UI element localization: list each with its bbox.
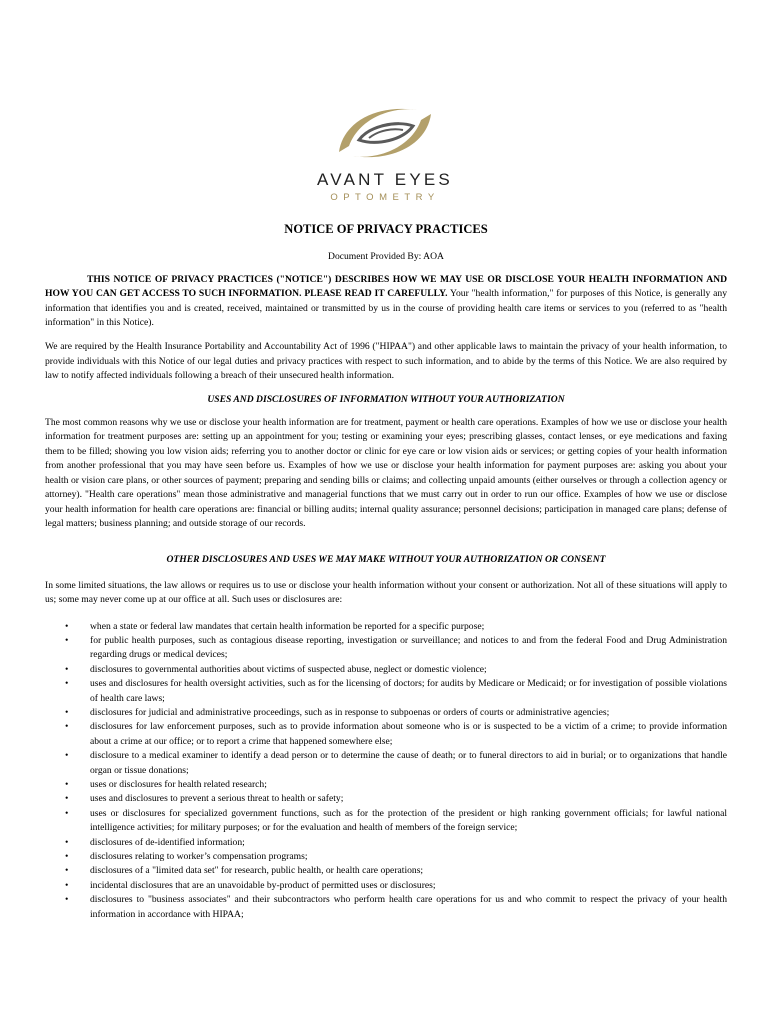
list-item xyxy=(45,879,727,893)
list-item-text: when a state or federal law mandates that certain health information be reported for a specific purpose; xyxy=(90,620,485,632)
brand-subtitle: OPTOMETRY xyxy=(330,192,440,203)
bullet-icon: • xyxy=(65,836,69,848)
eye-swoosh-icon xyxy=(325,100,445,166)
bullet-icon: • xyxy=(65,894,69,906)
list-item xyxy=(45,850,727,864)
list-item xyxy=(45,893,727,922)
list-item xyxy=(45,864,727,878)
bullet-icon: • xyxy=(65,678,69,690)
list-item-text: uses or disclosures for health related research; xyxy=(90,779,267,790)
list-item-text: disclosures to "business associates" and their subcontractors who perform health care operations for us and who commit to respect the privacy of your health information in accordance with HIPAA; xyxy=(90,894,727,920)
list-item xyxy=(45,620,727,634)
disclosure-list xyxy=(45,620,727,923)
intro-text: Your "health information," for purposes of this Notice, is generally any information that identifies you and is created, received, maintained or transmitted by us in the course of providing health care items or services to you (referred to as "health information" in this Notice). xyxy=(45,288,727,329)
bullet-icon: • xyxy=(65,706,69,718)
list-item xyxy=(45,836,727,850)
document-title: NOTICE OF PRIVACY PRACTICES xyxy=(284,222,488,236)
section-heading-other: OTHER DISCLOSURES AND USES WE MAY MAKE WITHOUT YOUR AUTHORIZATION OR CONSENT xyxy=(166,554,606,566)
list-item-text: incidental disclosures that are an unavoidable by-product of permitted uses or disclosures; xyxy=(90,879,436,891)
section-heading-uses: USES AND DISCLOSURES OF INFORMATION WITHOUT YOUR AUTHORIZATION xyxy=(207,393,565,405)
bullet-icon: • xyxy=(65,865,69,877)
bullet-icon: • xyxy=(65,620,69,632)
list-item-text: uses or disclosures for specialized government functions, such as for the protection of the president or high ranking government officials; for lawful national intelligence activities; for military purposes; or for the evaluation and health of members of the foreign service; xyxy=(90,807,727,834)
company-logo xyxy=(0,100,770,203)
bullet-icon: • xyxy=(65,807,69,819)
bullet-icon: • xyxy=(65,750,69,762)
document-source: Document Provided By: AOA xyxy=(328,251,444,263)
list-item-text: disclosures to governmental authorities about victims of suspected abuse, neglect or domestic violence; xyxy=(90,663,487,675)
list-item xyxy=(45,807,727,836)
bullet-icon: • xyxy=(65,634,69,646)
bullet-icon: • xyxy=(65,879,69,891)
list-item xyxy=(45,706,727,720)
document-body xyxy=(45,222,727,922)
list-item-text: uses and disclosures for health oversight activities, such as for the licensing of doctors; for audits by Medicare or Medicaid; or for investigation of possible violations of health care laws; xyxy=(90,678,727,704)
list-item xyxy=(45,792,727,806)
brand-name: AVANT EYES xyxy=(317,170,453,189)
bullet-icon: • xyxy=(65,721,69,733)
list-item xyxy=(45,634,727,663)
bullet-icon: • xyxy=(65,793,69,805)
list-item-text: uses and disclosures to prevent a serious threat to health or safety; xyxy=(90,793,344,805)
intro-bold-text: THIS NOTICE OF PRIVACY PRACTICES ("NOTICE") DESCRIBES HOW WE MAY USE OR DISCLOSE YOUR HEALTH INFORMATION AND HOW YOU CAN GET ACCESS TO SUCH INFORMATION. PLEASE READ IT CAREFULLY. xyxy=(45,273,727,300)
list-item-text: disclosures of de-identified information; xyxy=(90,836,245,848)
list-item-text: disclosures relating to worker’s compensation programs; xyxy=(90,851,308,863)
bullet-icon: • xyxy=(65,663,69,675)
list-item-text: disclosure to a medical examiner to identify a dead person or to determine the cause of death; or to funeral directors to aid in burial; or to organizations that handle organ or tissue donations; xyxy=(90,750,727,776)
section-uses-text: The most common reasons why we use or disclose your health information are for treatment, payment or health care operations. Examples of how we use or disclose your health information for treatment purposes are: setting up an appointment for you; testing or examining your eyes; prescribing glasses, contact lenses, or eye medications and faxing them to be filled; showing you low vision aids; referring you to another doctor or clinic for eye care or low vision aids or services; or getting copies of your health information from another professional that you may have seen before us. Examples of how we use or disclose your health information for payment purposes are: asking you about your health or vision care plans, or other sources of payment; preparing and sending bills or claims; and collecting unpaid amounts (either ourselves or through a collection agency or attorney). "Health care operations" mean those administrative and managerial functions that we must carry out in order to run our office. Examples of how we use or disclose your health information for health care operations are: financial or billing audits; internal quality assurance; personnel decisions; participation in managed care plans; defense of legal matters; business planning; and outside storage of our records. xyxy=(45,417,727,529)
list-item xyxy=(45,677,727,706)
hipaa-paragraph: We are required by the Health Insurance Portability and Accountability Act of 1996 ("HIPAA") and other applicable laws to maintain the privacy of your health information, to provide individuals with this Notice of our legal duties and privacy practices with respect to such information, and to abide by the terms of this Notice. We are also required by law to notify affected individuals following a breach of their unsecured health information. xyxy=(45,341,727,382)
bullet-icon: • xyxy=(65,779,69,790)
intro-paragraph xyxy=(45,273,727,331)
list-item xyxy=(45,663,727,677)
section-other-text: In some limited situations, the law allows or requires us to use or disclose your health information without your consent or authorization. Not all of these situations will apply to us; some may never come up at our office at all. Such uses or disclosures are: xyxy=(45,579,727,606)
list-item-text: for public health purposes, such as contagious disease reporting, investigation or surveillance; and notices to and from the federal Food and Drug Administration regarding drugs or medical devices; xyxy=(90,634,727,661)
list-item xyxy=(45,720,727,749)
list-item-text: disclosures for law enforcement purposes, such as to provide information about someone who is or is suspected to be a victim of a crime; to provide information about a crime at our office; or to report a crime that happened somewhere else; xyxy=(90,721,727,747)
list-item-text: disclosures for judicial and administrative proceedings, such as in response to subpoenas or orders of courts or administrative agencies; xyxy=(90,706,610,718)
list-item xyxy=(45,749,727,778)
list-item xyxy=(45,778,727,792)
list-item-text: disclosures of a "limited data set" for research, public health, or health care operations; xyxy=(90,865,424,877)
bullet-icon: • xyxy=(65,851,69,863)
